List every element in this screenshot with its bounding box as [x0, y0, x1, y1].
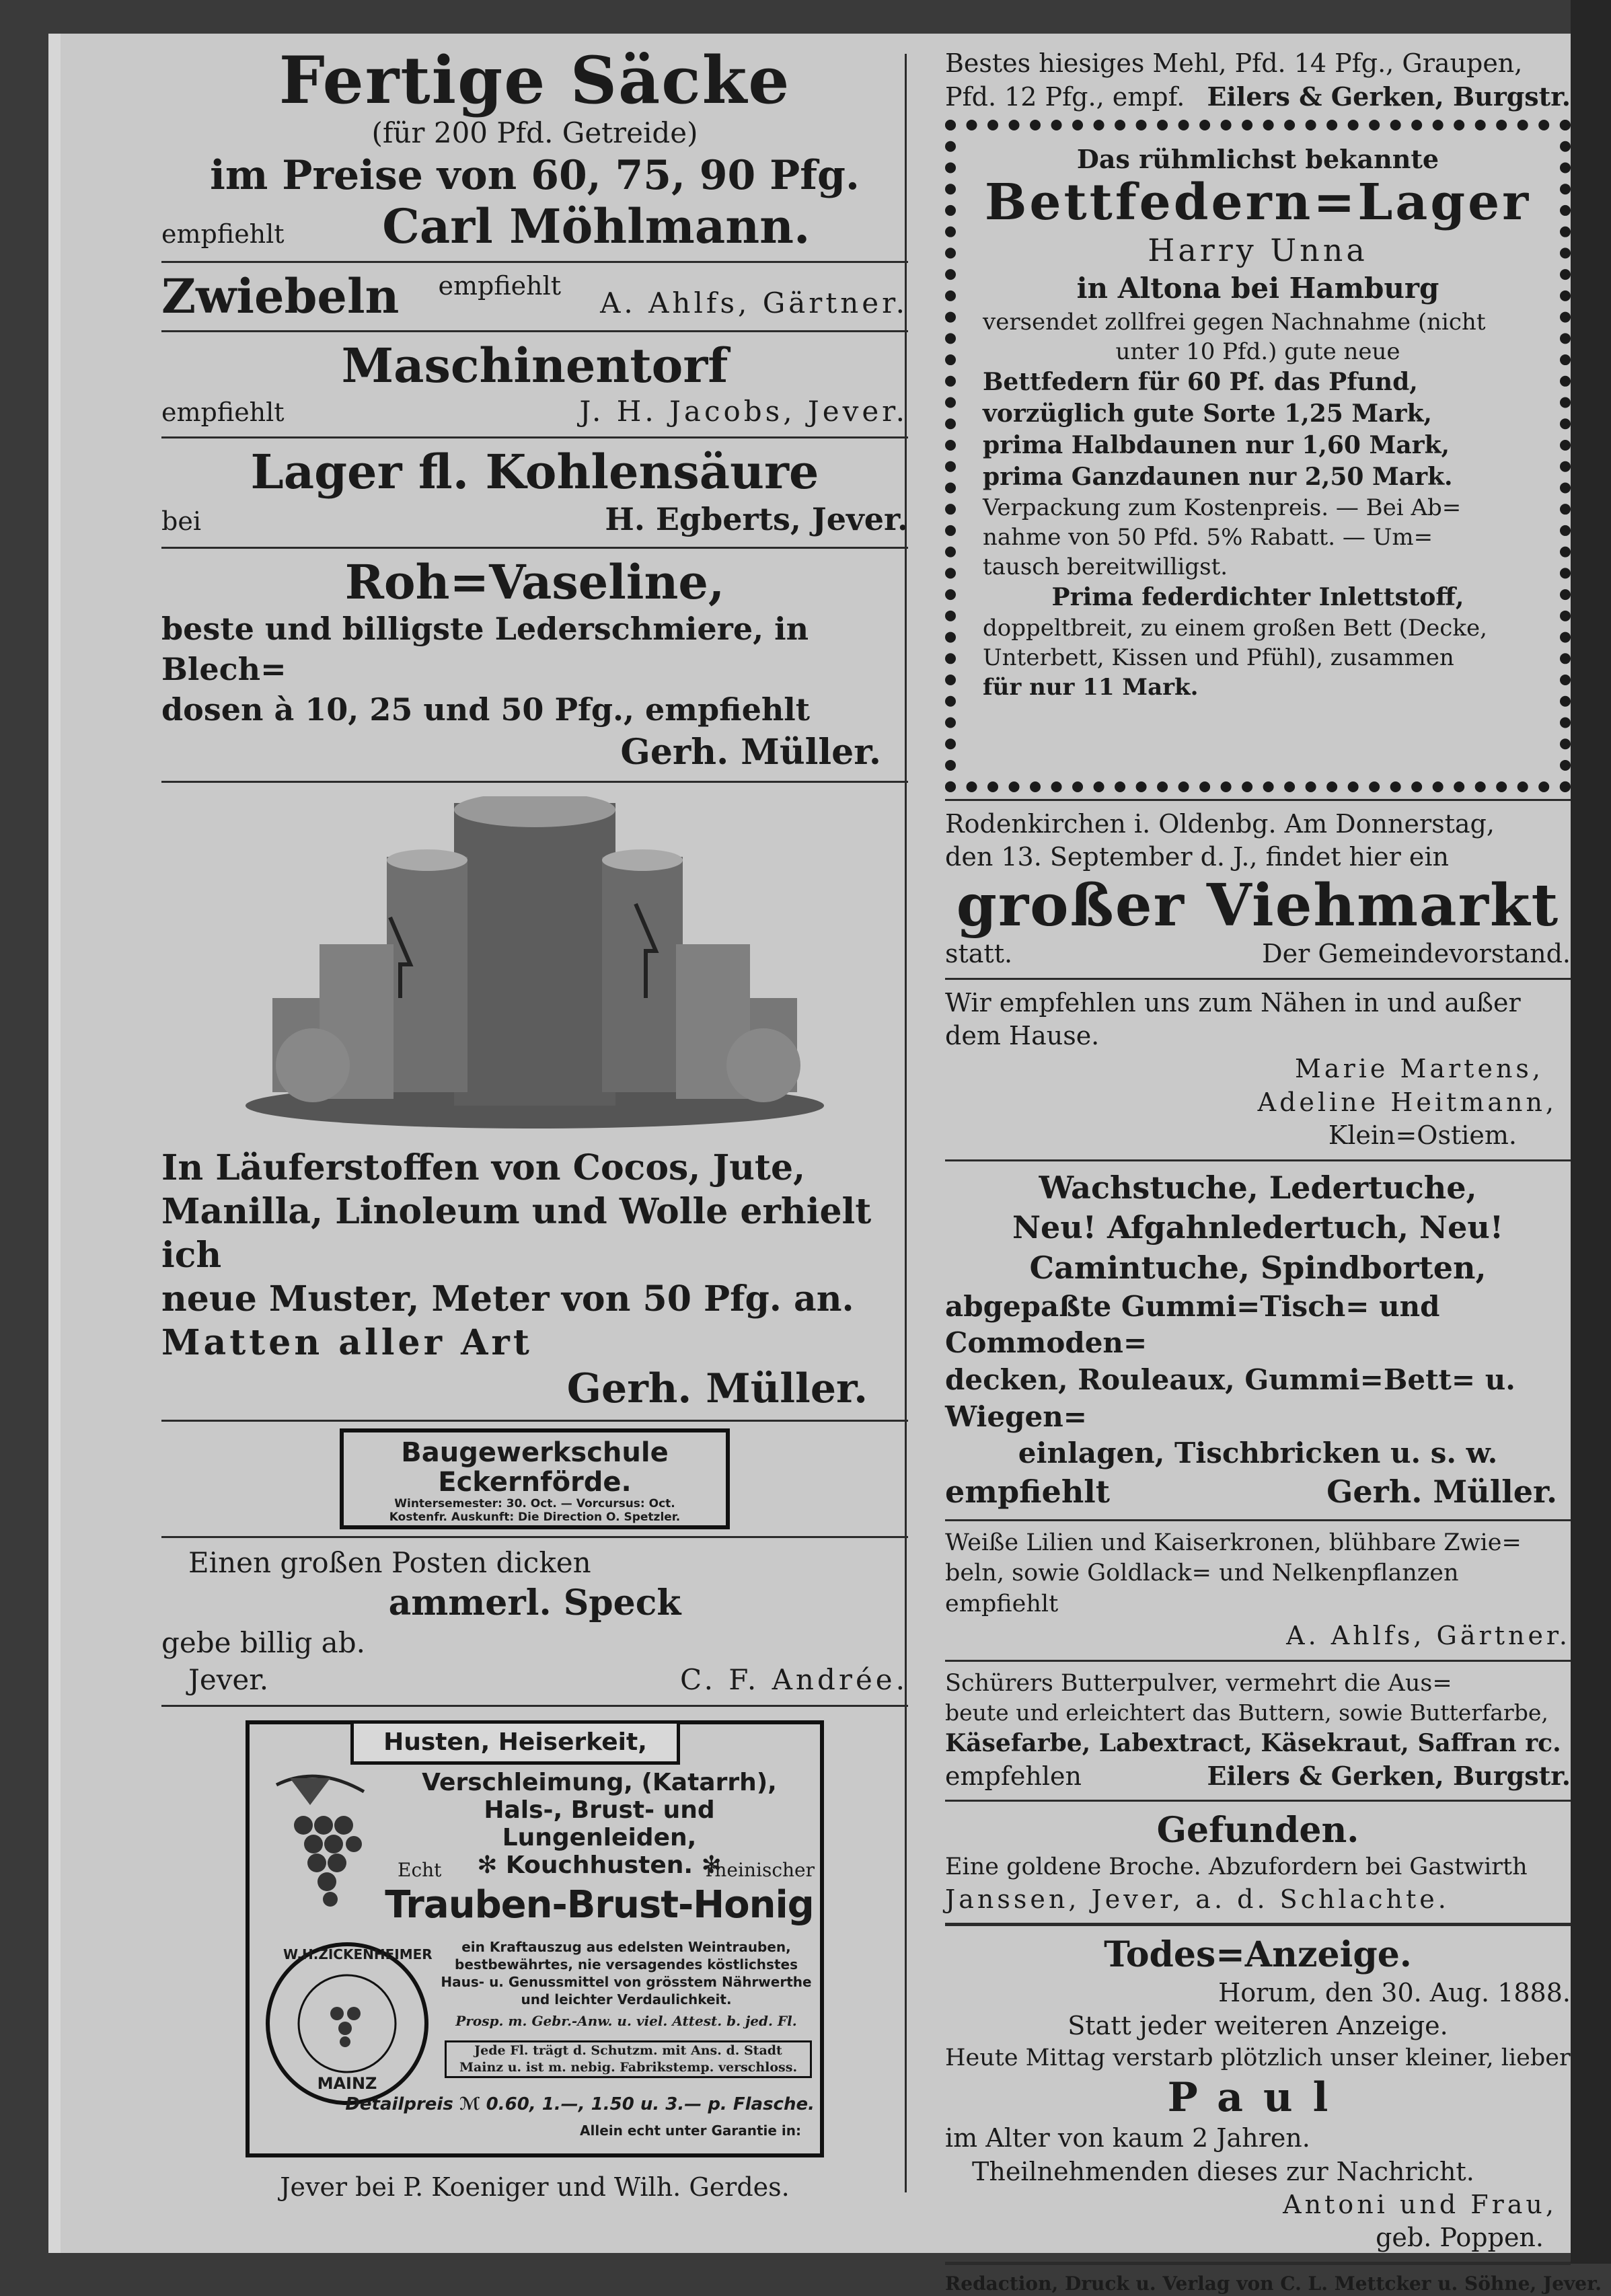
ad-echt: Echt: [398, 1859, 442, 1882]
ad-line: beste und billigste Lederschmiere, in Blech=: [161, 611, 809, 688]
ad-line: versendet zollfrei gegen Nachnahme (nicht: [983, 308, 1486, 336]
ad-line: Einen großen Posten dicken: [188, 1545, 591, 1579]
ad-price: Detailpreis ℳ 0.60, 1.—, 1.50 u. 3.— p. Flasche.: [345, 2094, 815, 2115]
ad-title: Lager fl. Kohlensäure: [250, 444, 819, 500]
ad-rule: [161, 1536, 908, 1538]
ad-rule: [945, 2262, 1571, 2265]
ad-mehl: [945, 47, 1571, 114]
grapes-icon: [263, 1765, 377, 1919]
ad-seller: Gerh. Müller.: [620, 731, 881, 773]
imprint: Redaction, Druck u. Verlag von C. L. Mettcker u. Söhne, Jever.: [945, 2272, 1602, 2295]
ad-rule: [945, 1923, 1571, 1926]
ad-line: Hals-, Brust- und Lungenleiden,: [484, 1796, 715, 1852]
ad-laeuferstoffe: [161, 796, 908, 1413]
ad-line: Rodenkirchen i. Oldenbg. Am Donnerstag,: [945, 808, 1495, 839]
ad-line: im Alter von kaum 2 Jahren.: [945, 2123, 1310, 2153]
ad-bettfedern: [945, 120, 1571, 792]
ad-rule: [945, 1660, 1571, 1662]
ad-line: Haus- u. Genussmittel von grösstem Nährwerthe: [441, 1974, 812, 1991]
ad-rule: [161, 547, 908, 549]
ad-gefunden: [945, 1808, 1571, 1916]
ad-line: Theilnehmenden dieses zur Nachricht.: [972, 2156, 1474, 2186]
ad-title: Gefunden.: [1156, 1810, 1359, 1851]
ad-speck: [161, 1545, 908, 1699]
ad-seller: A. Ahlfs, Gärtner.: [1286, 1621, 1571, 1651]
left-column: [161, 42, 908, 2205]
ad-trauben-brust-honig: [161, 1720, 908, 2204]
ad-sign: Antoni und Frau,: [1283, 2190, 1557, 2220]
ad-rule: [161, 781, 908, 783]
ad-viehmarkt: [945, 808, 1571, 971]
ad-seller: Gerh. Müller.: [1326, 1473, 1557, 1510]
ad-vaseline: [161, 553, 908, 774]
ad-line: dosen à 10, 25 und 50 Pfg., empfiehlt: [161, 691, 811, 728]
ad-lead: empfiehlt: [161, 219, 285, 250]
ad-line: Jede Fl. trägt d. Schutzm. mit Ans. d. Stadt: [474, 2043, 782, 2059]
ad-sign: Der Gemeindevorstand.: [1262, 939, 1571, 969]
ad-wachstuche: [945, 1168, 1571, 1513]
ad-dealers: Jever bei P. Koeniger und Wilh. Gerdes.: [280, 2172, 790, 2203]
ad-line: abgepaßte Gummi=Tisch= und Commoden=: [945, 1289, 1440, 1360]
ad-line: prima Ganzdaunen nur 2,50 Mark.: [983, 462, 1453, 491]
ad-line: Heute Mittag verstarb plötzlich unser kleiner, lieber: [945, 2044, 1571, 2071]
ad-seller: H. Egberts, Jever.: [605, 500, 908, 537]
ad-line: neue Muster, Meter von 50 Pfg. an.: [161, 1278, 854, 1319]
ad-place: in Altona bei Hamburg: [1076, 272, 1439, 305]
ad-rule: [945, 1159, 1571, 1161]
ad-rule: [161, 1705, 908, 1707]
ad-rule: [161, 330, 908, 332]
ad-rule: [945, 1519, 1571, 1521]
ad-line: Kostenfr. Auskunft: Die Direction O. Spetzler.: [389, 1510, 681, 1524]
ad-line: Schürers Butterpulver, vermehrt die Aus=: [945, 1669, 1452, 1697]
ad-line: beute und erleichtert das Buttern, sowie Butterfarbe,: [945, 1699, 1548, 1726]
ad-line: tausch bereitwilligst.: [983, 553, 1228, 580]
ad-seller: C. F. Andrée.: [679, 1662, 908, 1696]
ad-seller: Eilers & Gerken, Burgstr.: [1207, 81, 1571, 112]
ad-rule: [161, 261, 908, 263]
ad-lead: empfehlen: [945, 1761, 1082, 1791]
ad-butterpulver: [945, 1669, 1571, 1794]
ad-saecke: [161, 42, 908, 255]
ad-line: Janssen, Jever, a. d. Schlachte.: [945, 1884, 1450, 1914]
ad-line: für nur 11 Mark.: [983, 674, 1199, 701]
ad-line: Pfd. 12 Pfg., empf.: [945, 82, 1185, 112]
ad-lead: empfiehlt: [438, 270, 562, 301]
ad-rule: [161, 436, 908, 438]
ad-title: Bettfedern=Lager: [984, 174, 1532, 232]
ad-lead: bei: [161, 506, 201, 536]
ad-pre: Das rühmlichst bekannte: [1076, 143, 1439, 174]
ad-line: Weiße Lilien und Kaiserkronen, blühbare Zwie=: [945, 1529, 1522, 1556]
ad-line: Verschleimung, (Katarrh),: [422, 1769, 777, 1797]
ad-line: Wintersemester: 30. Oct. — Vorcursus: Oct.: [394, 1496, 675, 1510]
ad-line: Verpackung zum Kostenpreis. — Bei Ab=: [983, 494, 1462, 521]
ad-line: Neu! Afgahnledertuch, Neu!: [1012, 1209, 1504, 1246]
ad-line: gebe billig ab.: [161, 1626, 365, 1660]
ad-subtitle: (für 200 Pfd. Getreide): [371, 116, 698, 149]
ad-statt: statt.: [945, 939, 1013, 969]
ad-kohlensaeure: [161, 445, 908, 539]
ad-line: doppeltbreit, zu einem großen Bett (Decke,: [983, 614, 1487, 642]
ad-line: Wir empfehlen uns zum Nähen in und außer: [945, 987, 1521, 1018]
ad-title: ammerl. Speck: [388, 1582, 681, 1624]
ad-line: Manilla, Linoleum und Wolle erhielt ich: [161, 1190, 872, 1276]
ad-naehen: [945, 987, 1571, 1153]
ad-title: Maschinentorf: [341, 338, 728, 394]
ad-line: Prosp. m. Gebr.-Anw. u. viel. Attest. b. jed. Fl.: [455, 2013, 797, 2030]
seal-text: W.H.ZICKENHEIMER: [283, 1946, 433, 1963]
ad-lead: empfiehlt: [945, 1473, 1110, 1510]
right-column: [945, 47, 1602, 2296]
ad-name: Marie Martens,: [1295, 1054, 1544, 1084]
ad-rhein: rheinischer: [706, 1859, 815, 1882]
ad-warn: Allein echt unter Garantie in:: [580, 2122, 801, 2139]
ad-zwiebeln: [161, 270, 908, 324]
ad-name: Adeline Heitmann,: [1257, 1087, 1557, 1117]
ad-seller: Carl Möhlmann.: [382, 198, 811, 255]
ad-line: Mainz u. ist m. nebig. Fabrikstemp. verschloss.: [459, 2060, 798, 2075]
ad-line: und leichter Verdaulichkeit.: [521, 1991, 732, 2008]
ad-title: Todes=Anzeige.: [1104, 1934, 1412, 1976]
ad-place: Jever.: [188, 1662, 269, 1696]
ad-line: Prima federdichter Inlettstoff,: [1051, 583, 1464, 612]
ad-line: dem Hause.: [945, 1020, 1100, 1050]
carpet-rolls-illustration: [232, 796, 837, 1133]
ad-line: Käsefarbe, Labextract, Käsekraut, Saffran rc.: [945, 1728, 1561, 1757]
ad-price: im Preise von 60, 75, 90 Pfg.: [210, 152, 860, 200]
seal-text: MAINZ: [317, 2074, 377, 2094]
ad-line: Wachstuche, Ledertuche,: [1039, 1169, 1477, 1206]
ad-line: Bettfedern für 60 Pf. das Pfund,: [983, 368, 1418, 397]
ad-title: Fertige Säcke: [278, 42, 791, 118]
ad-line: In Läuferstoffen von Cocos, Jute,: [161, 1147, 806, 1188]
ad-line: ✻ Kouchhusten. ✻: [477, 1851, 722, 1880]
ad-place: Klein=Ostiem.: [1328, 1120, 1517, 1151]
ad-title: Eckernförde.: [438, 1466, 632, 1498]
ad-title: Baugewerkschule: [401, 1437, 669, 1468]
page-gutter: [1571, 0, 1611, 2264]
ad-line: ein Kraftauszug aus edelsten Weintrauben,: [461, 1939, 791, 1956]
ad-baugewerkschule: [161, 1428, 908, 1529]
ad-line: bestbewährtes, nie versagendes köstlichstes: [455, 1956, 798, 1973]
ad-title: großer Viehmarkt: [956, 871, 1560, 940]
ad-line: vorzüglich gute Sorte 1,25 Mark,: [983, 399, 1432, 428]
ad-seller: A. Ahlfs, Gärtner.: [600, 286, 908, 319]
ad-line: den 13. September d. J., findet hier ein: [945, 842, 1450, 872]
ad-lead: empfiehlt: [161, 397, 285, 427]
ad-seller: Eilers & Gerken, Burgstr.: [1207, 1760, 1571, 1791]
ad-line: nahme von 50 Pfd. 5% Rabatt. — Um=: [983, 523, 1433, 551]
ad-banner: Husten, Heiserkeit,: [350, 1720, 680, 1765]
ad-torf: [161, 339, 908, 430]
ad-rule: [945, 799, 1571, 801]
ad-rule: [945, 1800, 1571, 1802]
ad-lilien: [945, 1528, 1571, 1653]
ad-rule: [945, 978, 1571, 980]
ad-line: Matten aller Art: [161, 1322, 533, 1363]
ad-line: Bestes hiesiges Mehl, Pfd. 14 Pfg., Graupen,: [945, 48, 1523, 78]
ad-line: decken, Rouleaux, Gummi=Bett= u. Wiegen=: [945, 1363, 1515, 1433]
ad-line: prima Halbdaunen nur 1,60 Mark,: [983, 430, 1450, 459]
ad-line: Statt jeder weiteren Anzeige.: [1067, 2011, 1448, 2041]
ad-rule: [161, 1420, 908, 1422]
ad-title: Roh=Vaseline,: [344, 553, 725, 610]
ad-line: Unterbett, Kissen und Pfühl), zusammen: [983, 644, 1454, 672]
ad-name: Paul: [1167, 2074, 1349, 2122]
ad-seller: Gerh. Müller.: [566, 1365, 868, 1412]
ad-brand: Trauben-Brust-Honig: [385, 1883, 814, 1927]
ad-line: Camintuche, Spindborten,: [1029, 1250, 1487, 1287]
ad-sign: geb. Poppen.: [1376, 2223, 1544, 2253]
ad-line: einlagen, Tischbricken u. s. w.: [1018, 1437, 1498, 1470]
ad-line: Eine goldene Broche. Abzufordern bei Gastwirth: [945, 1853, 1528, 1881]
ad-seller: J. H. Jacobs, Jever.: [579, 394, 908, 428]
ad-line: beln, sowie Goldlack= und Nelkenpflanzen empfiehlt: [945, 1560, 1459, 1617]
ad-todes-anzeige: [945, 1933, 1571, 2255]
ad-line: unter 10 Pfd.) gute neue: [1115, 338, 1400, 366]
ad-title: Zwiebeln: [161, 268, 400, 324]
ad-name: Harry Unna: [1148, 231, 1368, 268]
ad-date: Horum, den 30. Aug. 1888.: [1218, 1978, 1571, 2008]
